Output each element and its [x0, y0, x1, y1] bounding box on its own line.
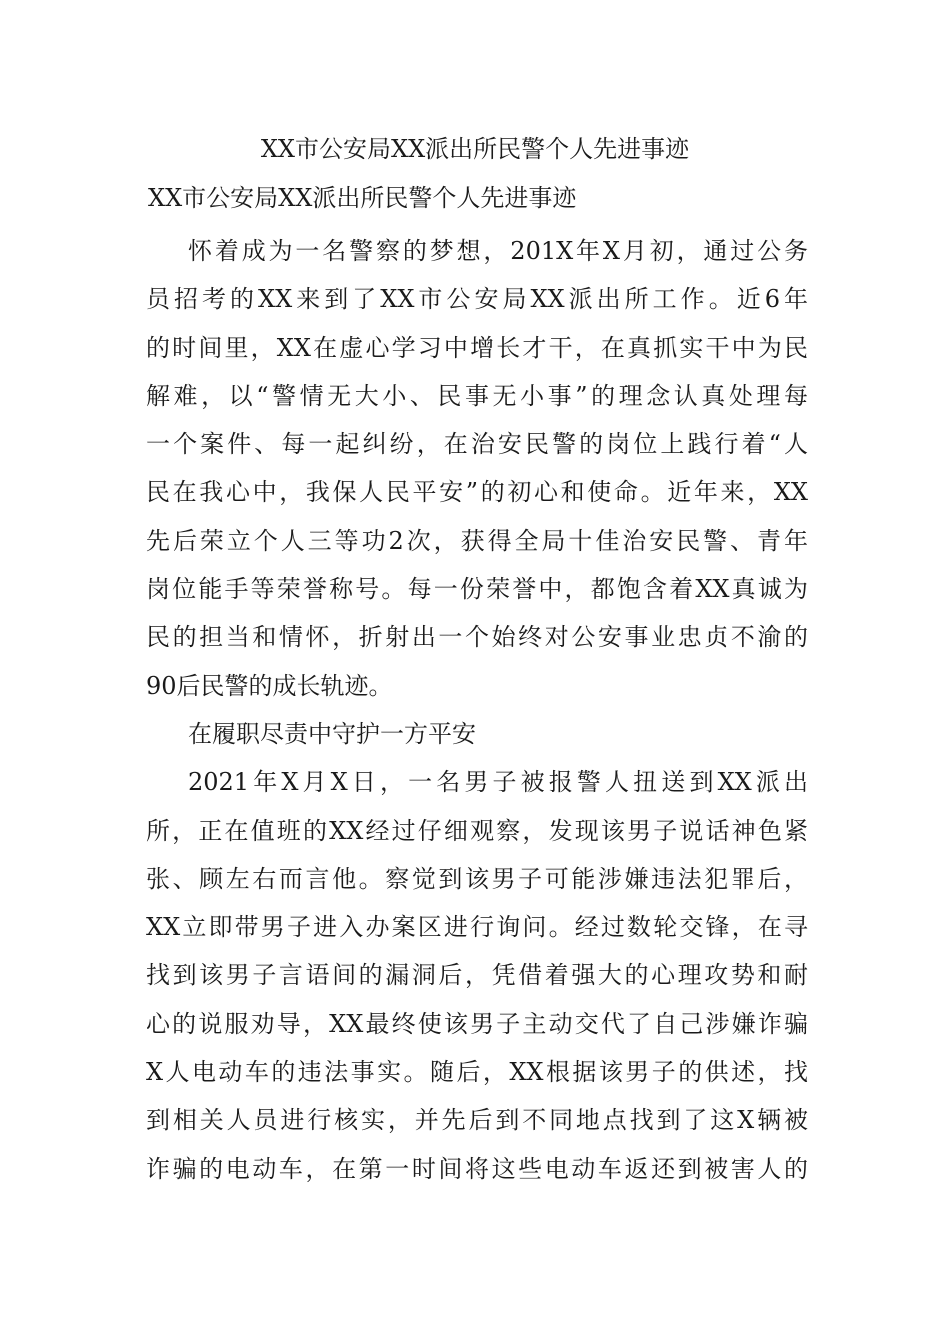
paragraph-line: 民在我心中，我保人民平安”的初心和使命。近年来，XX — [146, 478, 808, 507]
paragraph-line: 张、顾左右而言他。察觉到该男子可能涉嫌违法犯罪后， — [146, 864, 808, 893]
paragraph-line: 解难，以“警情无大小、民事无小事”的理念认真处理每 — [146, 381, 808, 410]
paragraph-line: 所，正在值班的XX经过仔细观察，发现该男子说话神色紧 — [146, 816, 808, 845]
paragraph-line: 的时间里，XX在虚心学习中增长才干，在真抓实干中为民 — [146, 333, 808, 362]
paragraph-line: X人电动车的违法事实。随后，XX根据该男子的供述，找 — [146, 1058, 808, 1087]
document-body — [146, 227, 808, 1193]
paragraph-line: 岗位能手等荣誉称号。每一份荣誉中，都饱含着XX真诚为 — [146, 575, 808, 604]
section-heading: 在履职尽责中守护一方平安 — [188, 719, 476, 748]
paragraph-line: 员招考的XX来到了XX市公安局XX派出所工作。近6年 — [146, 285, 808, 314]
paragraph-line: 怀着成为一名警察的梦想，201X年X月初，通过公务 — [188, 237, 808, 265]
document-title: XX市公安局XX派出所民警个人先进事迹 — [260, 135, 690, 163]
paragraph-line: 2021年X月X日，一名男子被报警人扭送到XX派出 — [188, 768, 808, 797]
paragraph-line: 民的担当和情怀，折射出一个始终对公安事业忠贞不渝的 — [146, 623, 808, 652]
paragraph-line: 90后民警的成长轨迹。 — [146, 671, 393, 700]
paragraph-line: 诈骗的电动车，在第一时间将这些电动车返还到被害人的 — [146, 1154, 808, 1183]
paragraph-1 — [146, 227, 808, 710]
paragraph-line: 心的说服劝导，XX最终使该男子主动交代了自己涉嫌诈骗 — [146, 1009, 808, 1038]
document-subtitle: XX市公安局XX派出所民警个人先进事迹 — [148, 184, 577, 212]
paragraph-2 — [146, 758, 808, 1193]
paragraph-line: XX立即带男子进入办案区进行询问。经过数轮交锋，在寻 — [146, 913, 808, 942]
paragraph-line: 先后荣立个人三等功2次，获得全局十佳治安民警、青年 — [146, 526, 808, 555]
paragraph-line: 到相关人员进行核实，并先后到不同地点找到了这X辆被 — [146, 1106, 808, 1135]
paragraph-line: 一个案件、每一起纠纷，在治安民警的岗位上践行着“人 — [146, 430, 808, 459]
paragraph-line: 找到该男子言语间的漏洞后，凭借着强大的心理攻势和耐 — [146, 961, 808, 990]
